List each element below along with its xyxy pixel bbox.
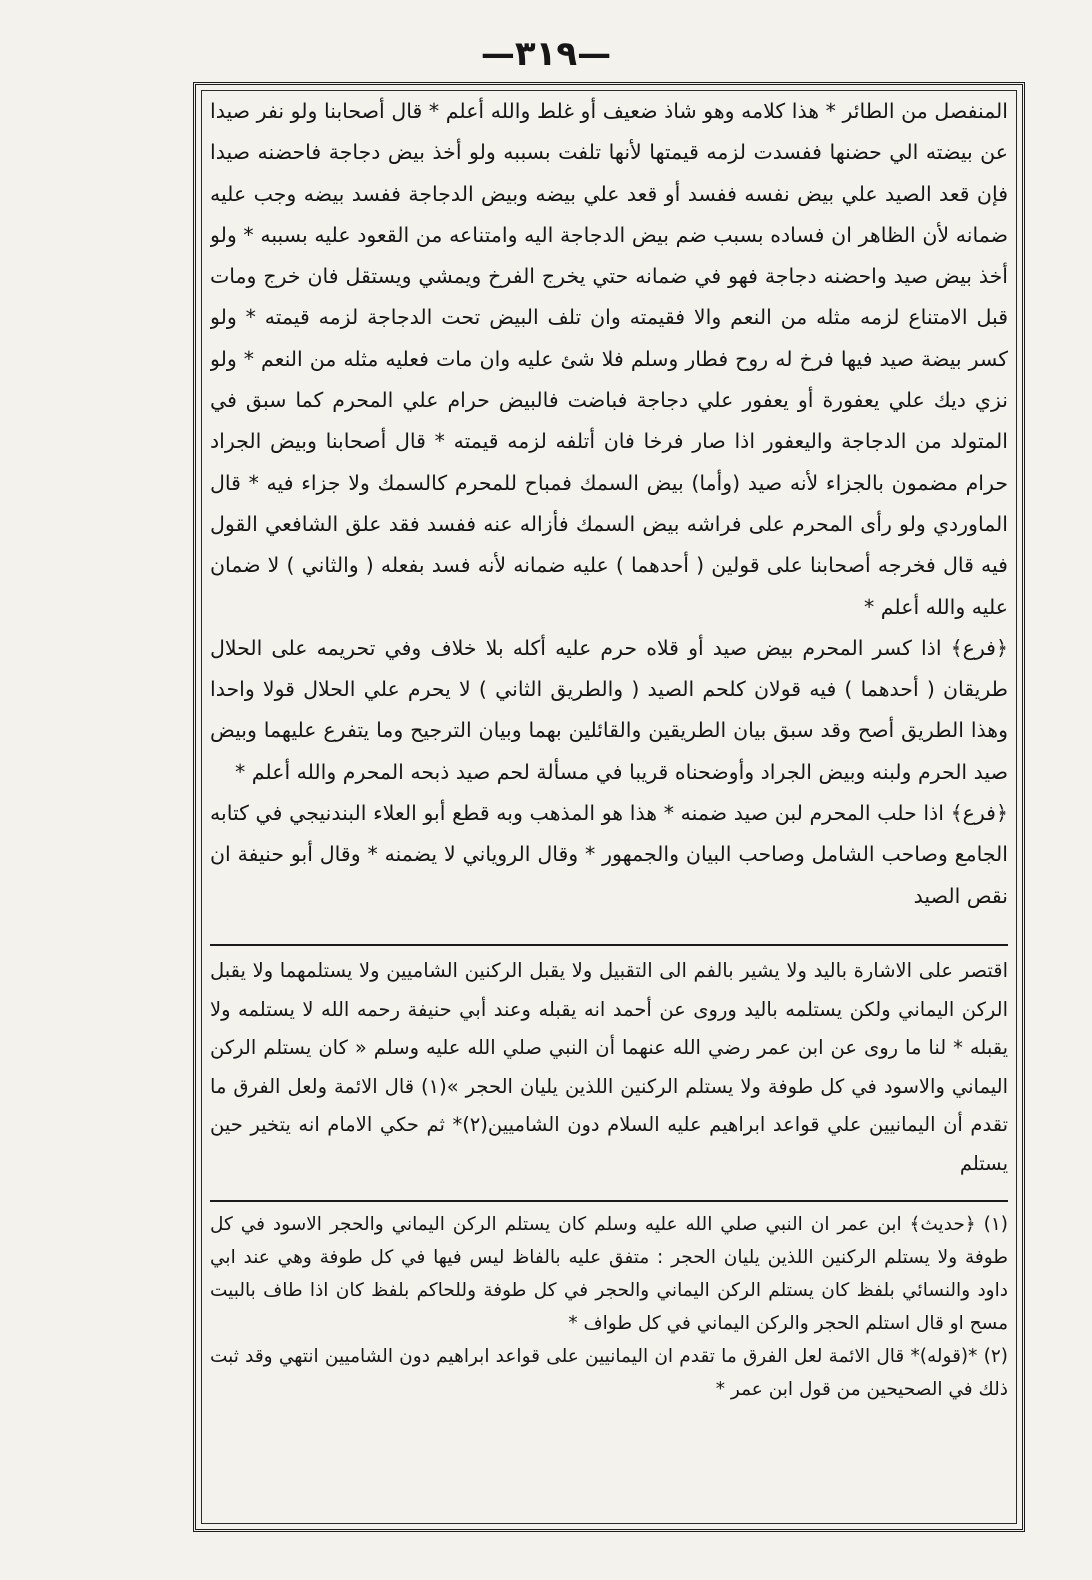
- footnote-divider: [210, 1200, 1008, 1202]
- section-divider: [210, 944, 1008, 946]
- footnote-item: (١) ﴿حديث﴾ ابن عمر ان النبي صلي الله عليه وسلم كان يستلم الركن اليماني والحجر الاسود في كل طوفة ولا يستلم الركنين اللذين يليان الحجر : متفق عليه بالفاظ ليس فيها في كل طوفة وهي عند ابي داود والنسائي بلفظ كان يستلم الركن اليماني والحجر في كل طوفة وللحاكم بلفظ كان اذا طاف بالبيت مسح او قال استلم الحجر والركن اليماني في كل طواف *: [210, 1214, 1008, 1334]
- main-paragraph: المنفصل من الطائر * هذا كلامه وهو شاذ ضعيف أو غلط والله أعلم * قال أصحابنا ولو نفر صيدا عن بيضته الي حضنها ففسدت لزمه قيمتها لأنها تلفت بسببه ولو أخذ بيض دجاجة فاحضنه صيدا فإن قعد الصيد علي بيض نفسه ففسد أو قعد علي بيضه وبيض الدجاجة ففسد بيضه وجب عليه ضمانه لأن الظاهر ان فساده بسبب ضم بيض الدجاجة اليه وامتناعه من القعود عليه بسببه * ولو أخذ بيض صيد واحضنه دجاجة فهو في ضمانه حتي يخرج الفرخ ويمشي ويستقل فان خرج ومات قبل الامتناع لزمه مثله من النعم والا فقيمته وان تلف البيض تحت الدجاجة لزمه قيمته * ولو كسر بيضة صيد فيها فرخ له روح فطار وسلم فلا شئ عليه وان مات فعليه مثله من النعم * ولو نزي ديك علي يعفورة أو يعفور علي دجاجة فباضت فالبيض حرام علي المحرم كما سبق في المتولد من الدجاجة واليعفور اذا صار فرخا فان أتلفه لزمه قيمته * قال أصحابنا وبيض الجراد حرام مضمون بالجزاء لأنه صيد (وأما) بيض السمك فمباح للمحرم كالسمك ولا جزاء فيه * قال الماوردي ولو رأى المحرم على فراشه بيض السمك فأزاله عنه ففسد فقد علق الشافعي القول فيه قال فخرجه أصحابنا على قولين ( أحدهما ) عليه ضمانه لأنه فسد بفعله ( والثاني ) لا ضمان عليه والله أعلم *: [210, 99, 1008, 619]
- main-paragraph: ﴿فرع﴾ اذا حلب المحرم لبن صيد ضمنه * هذا هو المذهب وبه قطع أبو العلاء البندنيجي في كتابه الجامع وصاحب الشامل وصاحب البيان والجمهور * وقال الروياني لا يضمنه * وقال أبو حنيفة ان نقص الصيد: [210, 801, 1008, 908]
- main-paragraph: ﴿فرع﴾ اذا كسر المحرم بيض صيد أو قلاه حرم عليه أكله بلا خلاف وفي تحريمه على الحلال طريقان ( أحدهما ) فيه قولان كلحم الصيد ( والطريق الثاني ) لا يحرم علي الحلال قولا واحدا وهذا الطريق أصح وقد سبق بيان الطريقين والقائلين بهما وبيان الترجيح وما يتفرع عليهما وبيض صيد الحرم ولبنه وبيض الجراد وأوضحناه قريبا في مسألة لحم صيد ذبحه المحرم والله أعلم *: [210, 635, 1008, 784]
- commentary-text: [210, 952, 1008, 1192]
- page-frame: [193, 82, 1025, 1532]
- footnotes: [210, 1208, 1008, 1448]
- commentary-paragraph: اقتصر على الاشارة باليد ولا يشير بالفم الى التقبيل ولا يقبل الركنين الشاميين ولا يستلمهما ولا يقبل الركن اليماني ولكن يستلمه باليد وروى عن أحمد انه يقبله وعند أبي حنيفة رحمه الله لا يستلمه ولا يقبله * لنا ما روى عن ابن عمر رضي الله عنهما أن النبي صلي الله عليه وسلم « كان يستلم الركن اليماني والاسود في كل طوفة ولا يستلم الركنين اللذين يليان الحجر »(١) قال الائمة ولعل الفرق ما تقدم أن اليمانيين علي قواعد ابراهيم عليه السلام دون الشاميين(٢)* ثم حكي الامام انه يتخير حين يستلم: [210, 959, 1008, 1175]
- page-number: —٣١٩—: [480, 34, 612, 74]
- footnote-item: (٢) *(قوله)* قال الائمة لعل الفرق ما تقدم ان اليمانيين على قواعد ابراهيم دون الشاميين انتهي وقد ثبت ذلك في الصحيحين من قول ابن عمر *: [210, 1346, 1008, 1400]
- main-text: [210, 91, 1008, 936]
